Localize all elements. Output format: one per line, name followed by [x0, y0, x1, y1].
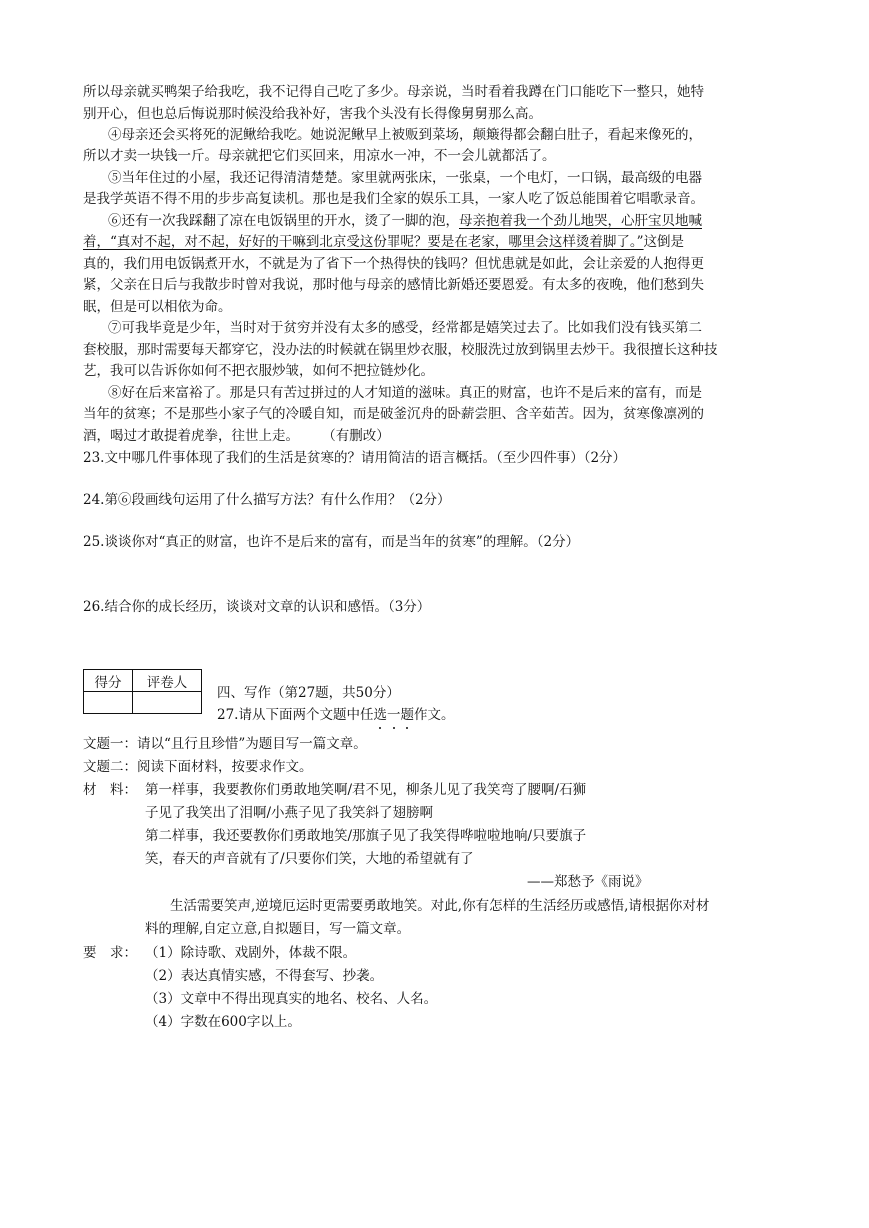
requirement-4: （4）字数在600字以上。 — [145, 1014, 301, 1030]
passage-line: 艺，我可以告诉你如何不把衣服炒皱，如何不把拉链炒化。 — [83, 363, 434, 379]
material-line: 第二样事，我还要教你们勇敢地笑/那旗子见了我笑得哗啦啦地响/只要旗子 — [145, 828, 587, 844]
passage-line — [83, 232, 684, 252]
passage-line: 所以才卖一块钱一斤。母亲就把它们买回来，用凉水一冲，不一会儿就都活了。 — [83, 148, 556, 164]
passage-line: 是我学英语不得不用的步步高复读机。那也是我们全家的娱乐工具，一家人吃了饭总能围着它唱歌录音。 — [83, 191, 704, 207]
material-line: 第一样事，我要教你们勇敢地笑啊/君不见，柳条儿见了我笑弯了腰啊/石狮 — [145, 782, 587, 798]
material-line: 笑，春天的声音就有了/只要你们笑，大地的希望就有了 — [145, 851, 474, 867]
passage-line: 真的，我们用电饭锅煮开水，不就是为了省下一个热得快的钱吗？但忧患就是如此，会让亲爱的人抱得更 — [83, 256, 704, 272]
emphasis-char: 一 — [386, 707, 401, 723]
score-table — [83, 669, 202, 714]
passage-line — [83, 426, 390, 446]
q27-text: 作文。 — [413, 707, 455, 723]
passage-text: 酒，喝过才敢提着虎拳，往世上走。 — [83, 428, 299, 444]
question-25: 25.谈谈你对“真正的财富，也许不是后来的富有，而是当年的贫寒”的理解。（2分） — [83, 534, 580, 550]
passage-text: ⑥还有一次我踩翻了凉在电饭锅里的开水，烫了一脚的泡， — [108, 213, 459, 229]
topic-2: 文题二：阅读下面材料，按要求作文。 — [83, 759, 313, 775]
passage-line: 当年的贫寒；不是那些小家子气的冷暖自知，而是破釜沉舟的卧薪尝胆、含辛茹苦。因为，贫寒像凛冽的 — [83, 406, 704, 422]
section-title: 四、写作（第27题，共50分） — [217, 685, 400, 701]
question-26: 26.结合你的成长经历，谈谈对文章的认识和感悟。（3分） — [83, 599, 431, 615]
edit-note: （有删改） — [329, 428, 390, 444]
passage-line: 所以母亲就买鸭架子给我吃，我不记得自己吃了多少。母亲说，当时看着我蹲在门口能吃下一整只，她特 — [83, 84, 704, 100]
paragraph-5: ⑤当年住过的小屋，我还记得清清楚楚。家里就两张床，一张桌，一个电灯，一口锅，最高级的电器 — [108, 170, 702, 186]
grader-cell[interactable] — [133, 692, 202, 714]
requirement-3: （3）文章中不得出现真实的地名、校名、人名。 — [145, 991, 438, 1007]
paragraph-6 — [108, 211, 702, 231]
paragraph-4: ④母亲还会买将死的泥鳅给我吃。她说泥鳅早上被贩到菜场，颠簸得都会翻白肚子，看起来像死的， — [108, 127, 702, 143]
material-line: 子见了我笑出了泪啊/小燕子见了我笑斜了翅膀啊 — [145, 805, 434, 821]
topic-1: 文题一：请以“且行且珍惜”为题目写一篇文章。 — [83, 736, 367, 752]
question-27 — [217, 705, 454, 725]
paragraph-8: ⑧好在后来富裕了。那是只有苦过拼过的人才知道的滋味。真正的财富，也许不是后来的富有，而是 — [108, 385, 702, 401]
requirement-1: （1）除诗歌、戏剧外，体裁不限。 — [145, 945, 357, 961]
q27-text: 27.请从下面两个文题中任 — [217, 707, 374, 723]
question-23: 23.文中哪几件事体现了我们的生活是贫寒的？请用简洁的语言概括。（至少四件事）（2分） — [83, 450, 627, 466]
underlined-sentence: 着，“真对不起，对不起，好好的干嘛到北京受这份罪呢？要是在老家，哪里会这样烫着脚了。” — [83, 234, 644, 250]
emphasis-char: 题 — [400, 707, 414, 723]
passage-line: 套校服，那时需要每天都穿它，没办法的时候就在锅里炒衣服，校服洗过放到锅里去炒干。我很擅长这种技 — [83, 342, 718, 358]
requirements-label: 要 求： — [83, 945, 137, 961]
requirement-2: （2）表达真情实感，不得套写、抄袭。 — [145, 968, 384, 984]
prompt-line: 料的理解,自定立意,自拟题目，写一篇文章。 — [145, 921, 411, 937]
material-source: ——郑愁予《雨说》 — [527, 874, 649, 890]
prompt-line: 生活需要笑声,逆境厄运时更需要勇敢地笑。对此,你有怎样的生活经历或感悟,请根据你对材 — [170, 898, 710, 914]
paragraph-7: ⑦可我毕竟是少年，当时对于贫穷并没有太多的感受，经常都是嬉笑过去了。比如我们没有钱买第二 — [108, 320, 702, 336]
material-label: 材 料： — [83, 782, 137, 798]
passage-line: 眠，但是可以相依为命。 — [83, 299, 232, 315]
grader-header: 评卷人 — [133, 670, 202, 692]
score-header: 得分 — [84, 670, 133, 692]
underlined-sentence: 母亲抱着我一个劲儿地哭，心肝宝贝地喊 — [459, 213, 702, 229]
passage-line: 紧，父亲在日后与我散步时曾对我说，那时他与母亲的感情比新婚还要恩爱。有太多的夜晚，他们愁到失 — [83, 277, 704, 293]
emphasis-char: 选 — [373, 707, 387, 723]
passage-line: 别开心，但也总后悔说那时候没给我补好，害我个头没有长得像舅舅那么高。 — [83, 106, 542, 122]
score-cell[interactable] — [84, 692, 133, 714]
passage-text: 这倒是 — [643, 234, 685, 250]
question-24: 24.第⑥段画线句运用了什么描写方法？有什么作用？（2分） — [83, 492, 451, 508]
